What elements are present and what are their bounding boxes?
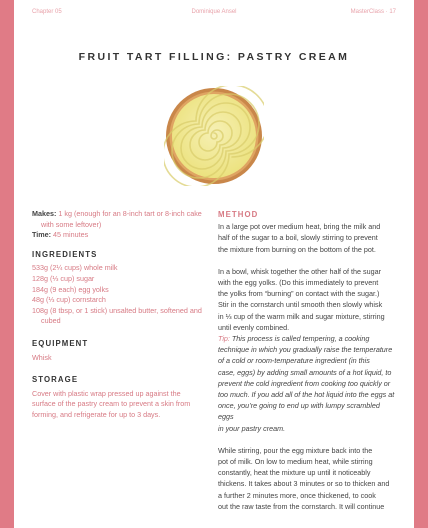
author-label: Dominique Ansel: [191, 9, 237, 15]
method-line: the yolks from “burning” on contact with the sugar.): [218, 289, 380, 299]
tart-image: [164, 86, 264, 186]
equipment-heading: EQUIPMENT: [32, 338, 89, 348]
method-line: with the egg yolks. (Do this immediately to prevent: [218, 278, 379, 288]
method-line: out the raw taste from the cornstarch. It will continue: [218, 501, 385, 511]
time-label: Time:: [32, 230, 52, 240]
storage-line: Cover with plastic wrap pressed up against the: [32, 388, 181, 398]
method-line: In a bowl, whisk together the other half of the sugar: [218, 266, 382, 276]
makes-value-cont: with some leftover): [41, 219, 102, 229]
tip-line: of a cold or room-temperature ingredient (in this: [218, 356, 370, 366]
method-line: In a large pot over medium heat, bring the milk and: [218, 222, 381, 232]
time-value: 45 minutes: [53, 230, 89, 240]
method-line: Stir in the cornstarch until smooth then slowly whisk: [218, 300, 383, 310]
ingredient-item: 184g (9 each) egg yolks: [32, 284, 109, 294]
tip-line: in your pastry cream.: [218, 423, 286, 433]
method-column: [218, 209, 396, 512]
method-line: While stirring, pour the egg mixture back into the: [218, 445, 373, 455]
ingredient-item: 128g (⅓ cup) sugar: [32, 273, 95, 283]
tip-line: too much. If you add all of the hot liquid into the eggs at: [218, 390, 395, 400]
ingredients-heading: INGREDIENTS: [32, 249, 98, 259]
butter-line-1: 108g (8 tbsp, or 1 stick) unsalted butter,: [32, 305, 159, 315]
tip-block: [218, 333, 396, 434]
tip-text: This process is called tempering, a cooking: [229, 334, 370, 344]
brand-page-label: MasterClass · 17: [350, 9, 396, 15]
ingredient-item: 533g (2¼ cups) whole milk: [32, 263, 118, 273]
tip-line: once, you’re going to end up with lumpy scrambled eggs: [218, 401, 380, 422]
makes-value: 1 kg (enough for an 8-inch tart or 8-inch cake: [58, 209, 202, 218]
ingredient-item: 48g (⅓ cup) cornstarch: [32, 295, 106, 305]
method-line: thickens. It takes about 3 minutes or so to thicken and: [218, 479, 390, 489]
tip-line: case, eggs) by adding small amounts of a hot liquid, to: [218, 367, 392, 377]
method-line: a further 2 minutes more, once thickened, to cook: [218, 490, 376, 500]
makes-line: [32, 209, 208, 230]
time-line: [32, 230, 208, 241]
page-title: FRUIT TART FILLING: PASTRY CREAM: [78, 51, 350, 63]
storage-heading: STORAGE: [32, 375, 79, 385]
ingredient-item: [32, 306, 208, 327]
tip-line: technique in which you gradually raise the temperature: [218, 345, 393, 355]
method-line: pot of milk. On low to medium heat, while stirring: [218, 457, 373, 467]
chapter-label: Chapter 05: [32, 9, 62, 15]
tip-line: prevent the cold ingredient from cooking too quickly or: [218, 378, 391, 388]
page: [14, 0, 414, 528]
method-line: in ⅓ cup of the warm milk and sugar mixture, stirring: [218, 311, 385, 321]
method-line: the mixture from burning on the bottom of the pot.: [218, 244, 376, 254]
makes-label: Makes:: [32, 209, 57, 218]
method-step-2: [218, 266, 396, 333]
tip-line: [218, 333, 396, 344]
method-line: half of the sugar to a boil, slowly stirring to prevent: [218, 233, 378, 243]
method-line: constantly, heat the mixture up until it noticeably: [218, 468, 371, 478]
butter-line-2: softened and cubed: [41, 305, 202, 326]
storage-line: surface of the pastry cream to prevent a skin from: [32, 399, 191, 409]
equipment-item: Whisk: [32, 352, 52, 362]
tip-label: Tip:: [218, 334, 230, 344]
storage-line: forming, and refrigerate for up to 3 days.: [32, 409, 161, 419]
method-step-3: [218, 445, 396, 512]
method-heading: METHOD: [218, 210, 259, 219]
left-column: [32, 209, 208, 421]
method-step-1: [218, 221, 396, 255]
method-line: until evenly combined.: [218, 322, 290, 332]
